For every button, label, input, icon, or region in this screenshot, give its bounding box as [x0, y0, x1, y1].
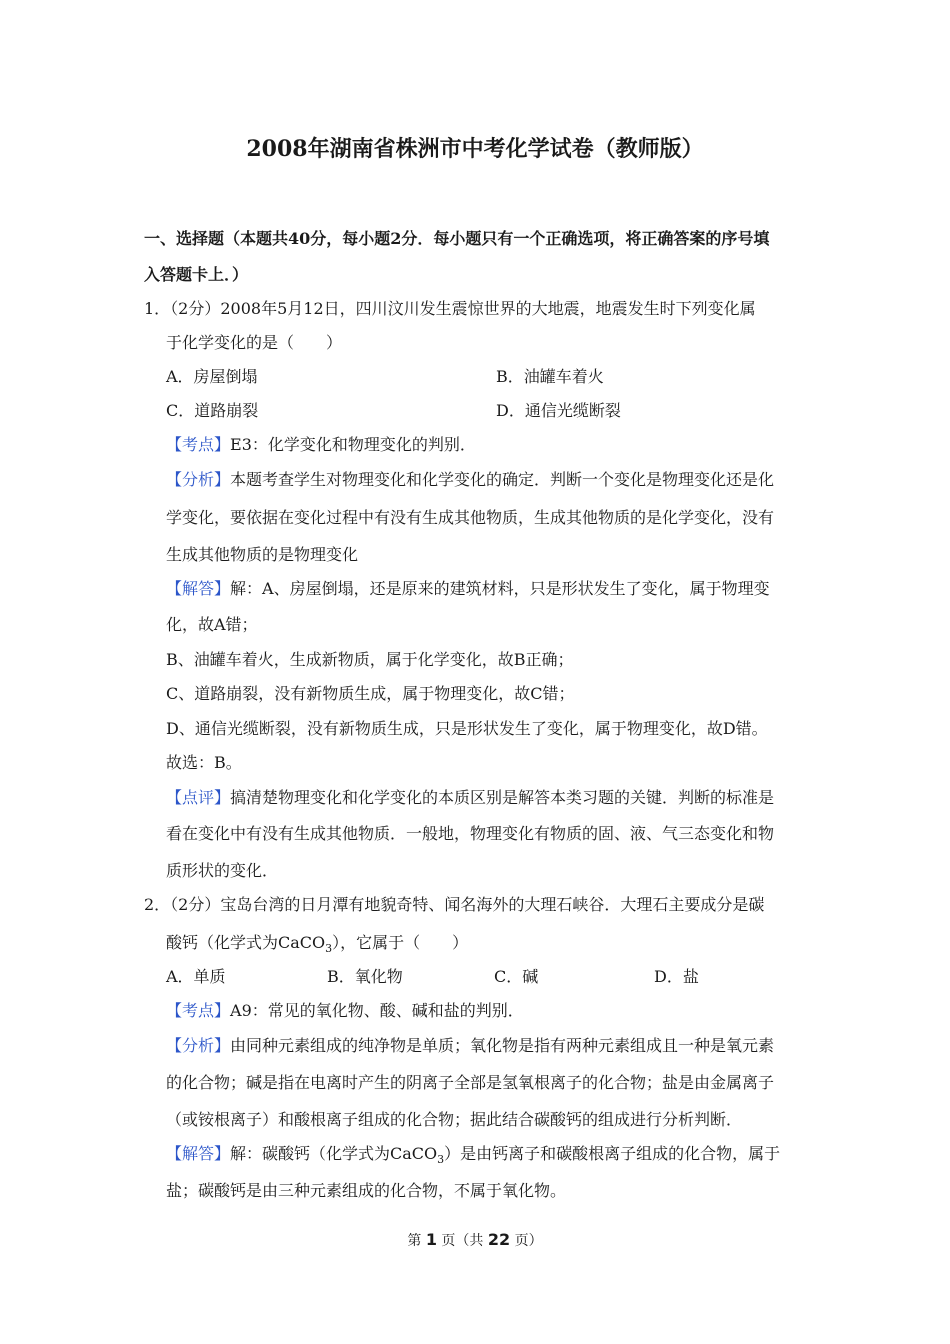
q1-fenxi-line2: 学变化，要依据在变化过程中有没有生成其他物质，生成其他物质的是化学变化，没有: [166, 508, 775, 527]
q2-jieda-subscript: 3: [437, 1153, 445, 1167]
q2-jieda-text-b: ）是由钙离子和碳酸根离子组成的化合物，属于: [444, 1144, 781, 1163]
kaodian-label: 【考点】: [166, 1001, 231, 1020]
q1-option-c: C．道路崩裂: [166, 401, 259, 420]
fenxi-label: 【分析】: [166, 1036, 231, 1055]
q1-jieda-line5: D、通信光缆断裂，没有新物质生成，只是形状发生了变化，属于物理变化，故D错。: [166, 719, 768, 738]
q1-kaodian: [166, 432, 476, 455]
footer-prefix: 第: [407, 1233, 426, 1249]
page-title: 2008年湖南省株洲市中考化学试卷（教师版）: [246, 136, 704, 162]
q2-jieda-line1: [166, 1141, 780, 1166]
page-footer: [0, 1230, 950, 1250]
q1-fenxi-line1: [166, 467, 774, 490]
footer-suffix: 页）: [510, 1233, 543, 1249]
q1-option-a: A．房屋倒塌: [166, 367, 258, 386]
footer-mid: 页（共: [436, 1233, 488, 1249]
section-heading-line2: 入答题卡上．）: [144, 265, 249, 284]
q2-kaodian: [166, 998, 524, 1021]
q1-jieda-line4: C、道路崩裂，没有新物质生成，属于物理变化，故C错；: [166, 684, 575, 703]
q2-jieda-line2: 盐；碳酸钙是由三种元素组成的化合物，不属于氧化物。: [166, 1181, 567, 1200]
q2-fenxi-text1: 由同种元素组成的纯净物是单质；氧化物是指有两种元素组成且一种是氧元素: [230, 1036, 775, 1055]
fenxi-label: 【分析】: [166, 470, 231, 489]
q2-fenxi-line1: [166, 1033, 774, 1056]
q1-option-b: B．油罐车着火: [496, 367, 604, 386]
q1-dianping-line3: 质形状的变化．: [166, 861, 279, 880]
q2-stem-line1: 2．（2分）宝岛台湾的日月潭有地貌奇特、闻名海外的大理石峡谷．大理石主要成分是碳: [144, 895, 765, 914]
footer-total-pages: 22: [487, 1230, 511, 1249]
kaodian-label: 【考点】: [166, 435, 231, 454]
q1-jieda-line6: 故选：B。: [166, 753, 242, 772]
q2-jieda-text-a: 解：碳酸钙（化学式为CaCO: [230, 1144, 438, 1163]
q1-fenxi-line3: 生成其他物质的是物理变化: [166, 545, 359, 564]
q1-jieda-line1: [166, 576, 770, 599]
q2-option-d: D．盐: [654, 967, 699, 986]
q2-kaodian-text: A9：常见的氧化物、酸、碱和盐的判别．: [230, 1001, 524, 1020]
section-heading-line1: 一、选择题（本题共40分，每小题2分．每小题只有一个正确选项，将正确答案的序号填: [144, 229, 770, 248]
q2-stem-text-a: 酸钙（化学式为CaCO: [166, 933, 326, 952]
q2-stem-subscript: 3: [325, 942, 333, 956]
q2-stem-text-b: ），它属于（ ）: [332, 933, 469, 952]
jieda-label: 【解答】: [166, 1144, 231, 1163]
q1-fenxi-text1: 本题考查学生对物理变化和化学变化的确定．判断一个变化是物理变化还是化: [230, 470, 775, 489]
q2-option-c: C．碱: [494, 967, 539, 986]
dianping-label: 【点评】: [166, 788, 231, 807]
q2-option-b: B．氧化物: [327, 967, 403, 986]
q2-option-a: A．单质: [166, 967, 226, 986]
q1-jieda-line2: 化，故A错；: [166, 615, 258, 634]
q2-fenxi-line3: （或铵根离子）和酸根离子组成的化合物；据此结合碳酸钙的组成进行分析判断．: [166, 1110, 743, 1129]
q1-jieda-text1: 解：A、房屋倒塌，还是原来的建筑材料，只是形状发生了变化，属于物理变: [230, 579, 770, 598]
q2-options-row: [166, 964, 806, 986]
q1-dianping-text1: 搞清楚物理变化和化学变化的本质区别是解答本类习题的关键．判断的标准是: [230, 788, 775, 807]
q1-option-d: D．通信光缆断裂: [496, 401, 621, 420]
q1-stem-line1: 1．（2分）2008年5月12日，四川汶川发生震惊世界的大地震，地震发生时下列变化属: [144, 299, 756, 318]
q1-options-row2: [166, 398, 806, 420]
footer-page-number: 1: [425, 1230, 437, 1249]
q1-options-row1: [166, 364, 806, 386]
q2-fenxi-line2: 的化合物；碱是指在电离时产生的阴离子全部是氢氧根离子的化合物；盐是由金属离子: [166, 1073, 775, 1092]
q1-dianping-line2: 看在变化中有没有生成其他物质．一般地，物理变化有物质的固、液、气三态变化和物: [166, 824, 775, 843]
q1-dianping-line1: [166, 785, 774, 808]
q2-stem-line2: [166, 930, 468, 955]
q1-kaodian-text: E3：化学变化和物理变化的判别．: [230, 435, 476, 454]
q1-jieda-line3: B、油罐车着火，生成新物质，属于化学变化，故B正确；: [166, 650, 574, 669]
q1-stem-line2: 于化学变化的是（ ）: [166, 333, 343, 352]
jieda-label: 【解答】: [166, 579, 231, 598]
